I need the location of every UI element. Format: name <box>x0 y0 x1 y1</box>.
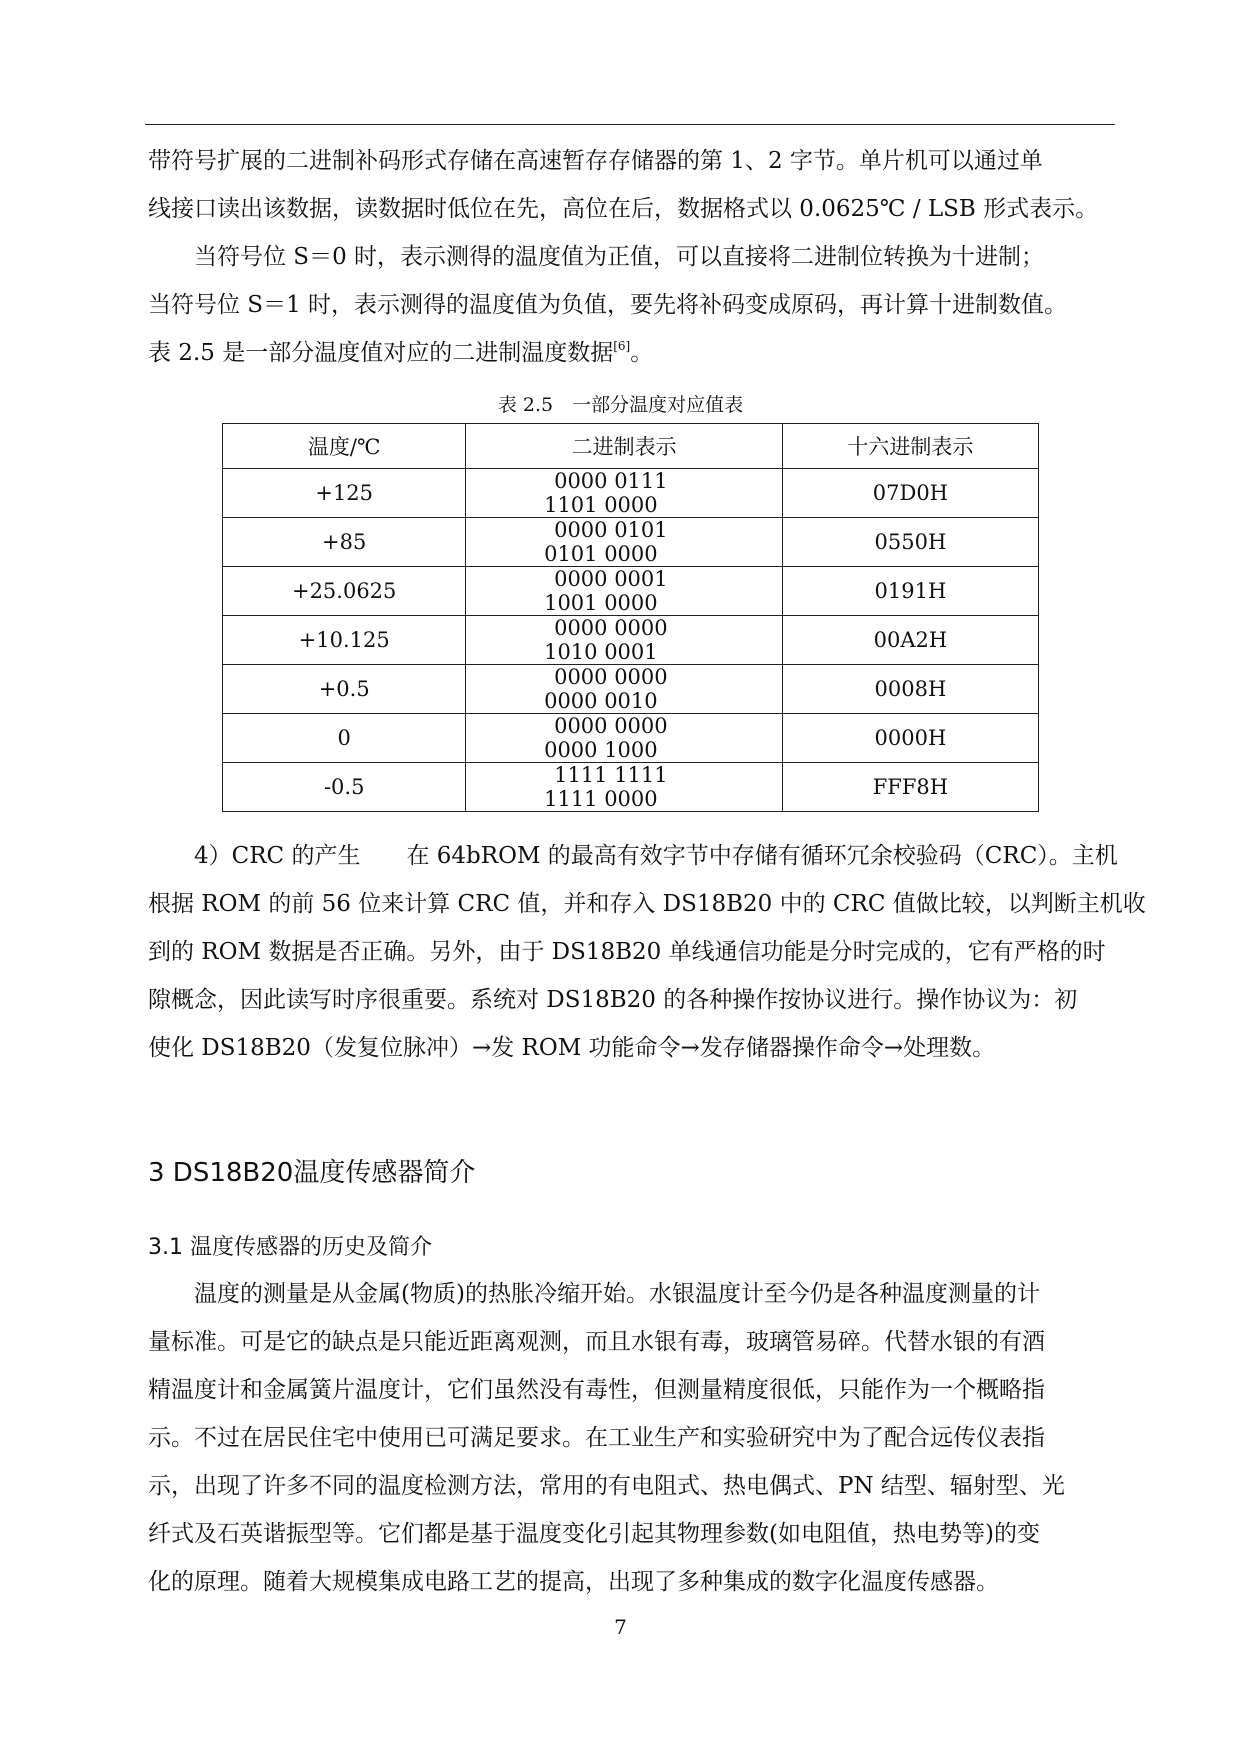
paragraph-sign-bit <box>148 233 1116 377</box>
cell-temperature: -0.5 <box>223 763 466 812</box>
text-line <box>148 329 1116 377</box>
binary-low-byte: 0000 0010 <box>544 689 658 713</box>
cell-hex: 0000H <box>782 714 1038 763</box>
column-header-binary: 二进制表示 <box>466 424 782 469</box>
paragraph-crc <box>148 832 1146 1072</box>
cell-hex: FFF8H <box>782 763 1038 812</box>
text-line: 4）CRC 的产生 在 64bROM 的最高有效字节中存储有循环冗余校验码（CRC）。主机 <box>194 843 1118 869</box>
table-row <box>223 567 1039 616</box>
text-line: 当符号位 S＝0 时，表示测得的温度值为正值，可以直接将二进制位转换为十进制； <box>194 244 1045 270</box>
text-line: 根据 ROM 的前 56 位来计算 CRC 值，并和存入 DS18B20 中的 CRC 值做比较，以判断主机收 <box>148 891 1146 917</box>
cell-binary <box>466 616 782 665</box>
cell-temperature: +10.125 <box>223 616 466 665</box>
binary-low-byte: 1001 0000 <box>544 591 658 615</box>
text-line: 化的原理。随着大规模集成电路工艺的提高，出现了多种集成的数字化温度传感器。 <box>148 1569 999 1595</box>
text-line: 线接口读出该数据，读数据时低位在先，高位在后，数据格式以 0.0625℃ / LSB 形式表示。 <box>148 196 1099 222</box>
text-line: 带符号扩展的二进制补码形式存储在高速暂存存储器的第 1、2 字节。单片机可以通过单 <box>148 148 1043 174</box>
binary-high-byte: 0000 0101 <box>554 518 668 542</box>
cell-temperature: +85 <box>223 518 466 567</box>
cell-hex: 0550H <box>782 518 1038 567</box>
cell-binary <box>466 567 782 616</box>
paragraph-data-format <box>148 137 1116 233</box>
cell-hex: 0008H <box>782 665 1038 714</box>
cell-hex: 00A2H <box>782 616 1038 665</box>
column-header-temperature: 温度/℃ <box>223 424 466 469</box>
cell-binary <box>466 763 782 812</box>
text-line-part: 表 2.5 是一部分温度值对应的二进制温度数据 <box>148 340 614 366</box>
text-line-part: 。 <box>630 340 654 366</box>
cell-binary <box>466 469 782 518</box>
table-header-row <box>223 424 1039 469</box>
text-line: 纤式及石英谐振型等。它们都是基于温度变化引起其物理参数(如电阻值，热电势等)的变 <box>148 1521 1040 1547</box>
binary-high-byte: 0000 0000 <box>554 616 668 640</box>
text-line: 当符号位 S＝1 时，表示测得的温度值为负值，要先将补码变成原码，再计算十进制数值。 <box>148 292 1068 318</box>
binary-high-byte: 0000 0001 <box>554 567 668 591</box>
cell-binary <box>466 714 782 763</box>
temperature-table <box>222 423 1039 812</box>
table-row <box>223 616 1039 665</box>
page-number: 7 <box>614 1615 627 1639</box>
binary-low-byte: 0101 0000 <box>544 542 658 566</box>
table-row <box>223 665 1039 714</box>
table-row <box>223 714 1039 763</box>
table-caption: 表 2.5 一部分温度对应值表 <box>497 394 744 416</box>
section-heading: 3 DS18B20温度传感器简介 <box>148 1158 476 1188</box>
cell-hex: 07D0H <box>782 469 1038 518</box>
text-line: 温度的测量是从金属(物质)的热胀冷缩开始。水银温度计至今仍是各种温度测量的计 <box>194 1281 1040 1307</box>
header-rule <box>145 124 1115 125</box>
cell-temperature: 0 <box>223 714 466 763</box>
cell-binary <box>466 518 782 567</box>
cell-hex: 0191H <box>782 567 1038 616</box>
binary-high-byte: 0000 0111 <box>554 469 668 493</box>
text-line: 使化 DS18B20（发复位脉冲）→发 ROM 功能命令→发存储器操作命令→处理数。 <box>148 1035 996 1061</box>
text-line: 隙概念，因此读写时序很重要。系统对 DS18B20 的各种操作按协议进行。操作协议为：初 <box>148 987 1078 1013</box>
paragraph-sensor-history <box>148 1270 1116 1606</box>
cell-temperature: +25.0625 <box>223 567 466 616</box>
cell-binary <box>466 665 782 714</box>
table-row <box>223 763 1039 812</box>
text-line: 到的 ROM 数据是否正确。另外，由于 DS18B20 单线通信功能是分时完成的，它有严格的时 <box>148 939 1106 965</box>
cell-temperature: +0.5 <box>223 665 466 714</box>
binary-low-byte: 0000 1000 <box>544 738 658 762</box>
binary-high-byte: 0000 0000 <box>554 665 668 689</box>
subsection-heading: 3.1 温度传感器的历史及简介 <box>148 1235 432 1260</box>
text-line: 量标准。可是它的缺点是只能近距离观测，而且水银有毒，玻璃管易碎。代替水银的有酒 <box>148 1329 1045 1355</box>
binary-high-byte: 0000 0000 <box>554 714 668 738</box>
citation: [6] <box>613 339 631 353</box>
text-line: 示。不过在居民住宅中使用已可满足要求。在工业生产和实验研究中为了配合远传仪表指 <box>148 1425 1045 1451</box>
binary-low-byte: 1010 0001 <box>544 640 658 664</box>
table-row <box>223 518 1039 567</box>
text-line: 示，出现了许多不同的温度检测方法，常用的有电阻式、热电偶式、PN 结型、辐射型、光 <box>148 1473 1065 1499</box>
binary-low-byte: 1111 0000 <box>544 787 658 811</box>
binary-low-byte: 1101 0000 <box>544 493 658 517</box>
table-row <box>223 469 1039 518</box>
column-header-hex: 十六进制表示 <box>782 424 1038 469</box>
cell-temperature: +125 <box>223 469 466 518</box>
text-line: 精温度计和金属簧片温度计，它们虽然没有毒性，但测量精度很低，只能作为一个概略指 <box>148 1377 1045 1403</box>
binary-high-byte: 1111 1111 <box>554 763 668 787</box>
